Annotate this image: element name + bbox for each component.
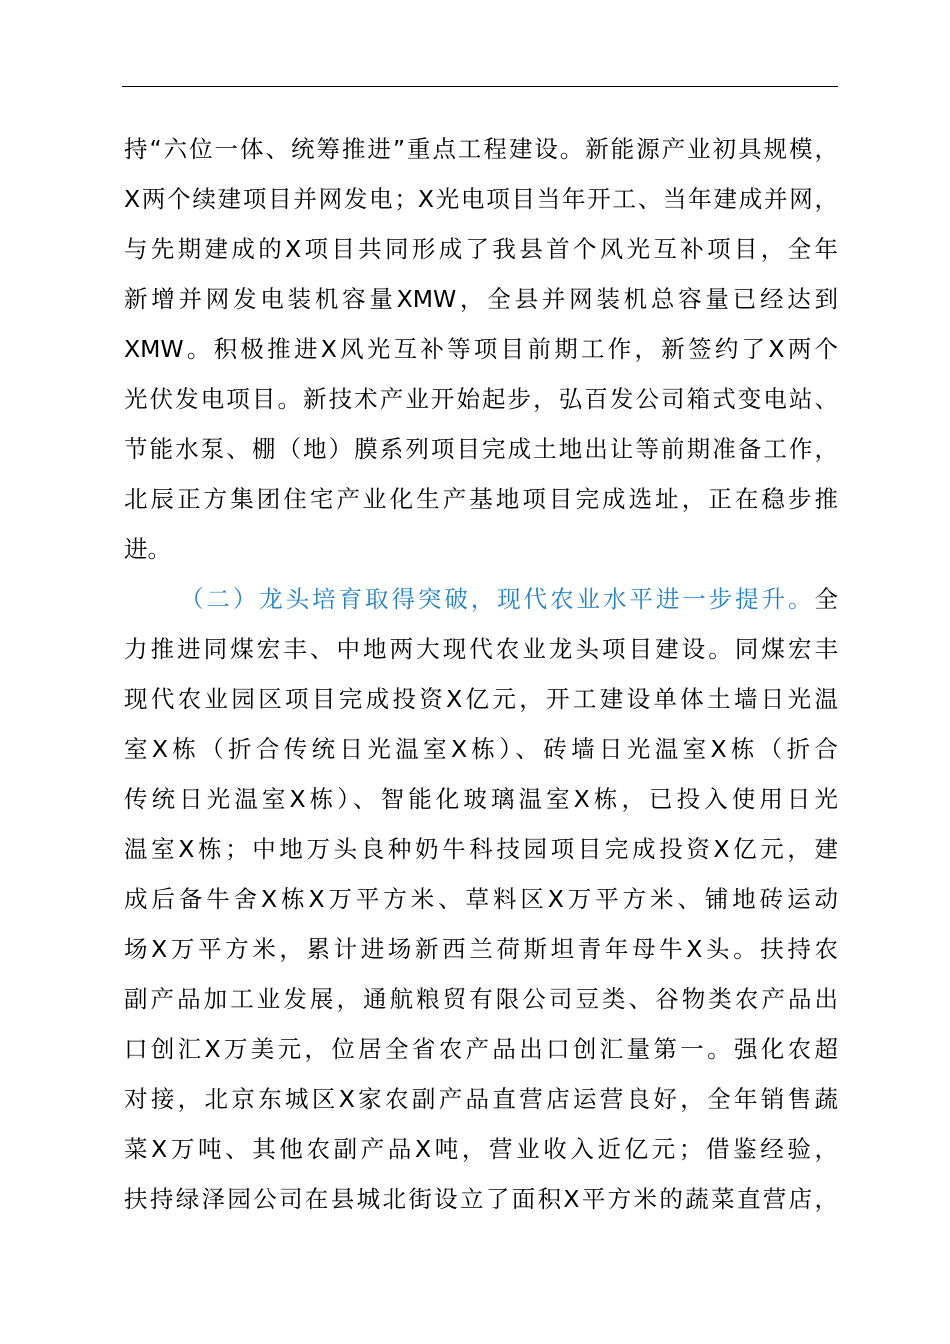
paragraph-line: 场X万平方米，累计进场新西兰荷斯坦青年母牛X头。扶持农 [124, 935, 838, 963]
paragraph-line: 扶持绿泽园公司在县城北街设立了面积X平方米的蔬菜直营店， [124, 1185, 838, 1213]
paragraph-line: 室X栋（折合传统日光温室X栋）、砖墙日光温室X栋（折合 [124, 735, 838, 763]
section-2-lead-text: 全 [814, 585, 838, 613]
paragraph-line: 持“六位一体、统筹推进”重点工程建设。新能源产业初具规模， [124, 135, 838, 163]
paragraph-line: 传统日光温室X栋）、智能化玻璃温室X栋，已投入使用日光 [124, 785, 838, 813]
paragraph-line: 温室X栋；中地万头良种奶牛科技园项目完成投资X亿元，建 [124, 835, 838, 863]
header-rule [122, 86, 838, 87]
paragraph-line: XMW。积极推进X风光互补等项目前期工作，新签约了X两个 [124, 335, 838, 363]
paragraph-line: 节能水泵、棚（地）膜系列项目完成土地出让等前期准备工作， [124, 435, 838, 463]
paragraph-line: 口创汇X万美元，位居全省农产品出口创汇量第一。强化农超 [124, 1035, 838, 1063]
paragraph-line: 对接，北京东城区X家农副产品直营店运营良好，全年销售蔬 [124, 1085, 838, 1113]
paragraph-line: X两个续建项目并网发电；X光电项目当年开工、当年建成并网， [124, 185, 838, 213]
section-2-first-line [124, 574, 838, 624]
paragraph-line: 进。 [124, 535, 171, 563]
paragraph-line: 新增并网发电装机容量XMW，全县并网装机总容量已经达到 [124, 285, 838, 313]
paragraph-line: 现代农业园区项目完成投资X亿元，开工建设单体土墙日光温 [124, 685, 838, 713]
paragraph-line: 成后备牛舍X栋X万平方米、草料区X万平方米、铺地砖运动 [124, 885, 838, 913]
paragraph-line: 菜X万吨、其他农副产品X吨，营业收入近亿元；借鉴经验， [124, 1135, 838, 1163]
body-text [124, 124, 838, 1224]
paragraph-line: 光伏发电项目。新技术产业开始起步，弘百发公司箱式变电站、 [124, 385, 838, 413]
paragraph-line: 副产品加工业发展，通航粮贸有限公司豆类、谷物类农产品出 [124, 985, 838, 1013]
paragraph-line: 力推进同煤宏丰、中地两大现代农业龙头项目建设。同煤宏丰 [124, 635, 838, 663]
paragraph-line: 与先期建成的X项目共同形成了我县首个风光互补项目，全年 [124, 235, 838, 263]
section-heading: （二）龙头培育取得突破，现代农业水平进一步提升。 [180, 585, 815, 613]
paragraph-line: 北辰正方集团住宅产业化生产基地项目完成选址，正在稳步推 [124, 485, 838, 513]
